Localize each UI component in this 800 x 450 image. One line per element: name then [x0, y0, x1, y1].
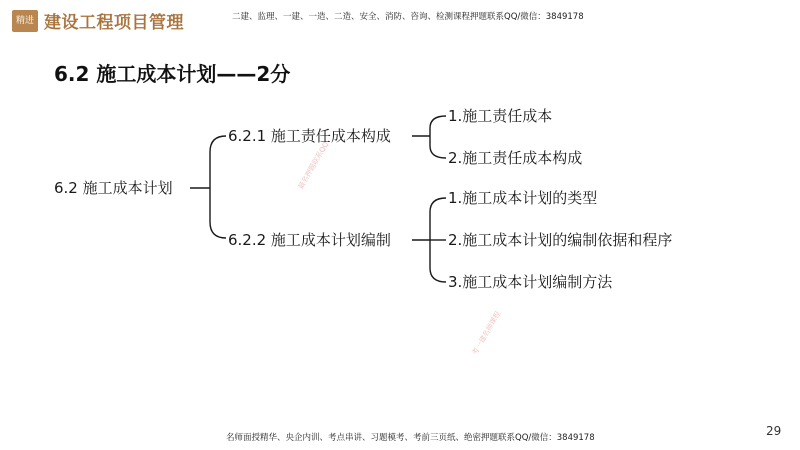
branch2-label: 6.2.2 施工成本计划编制	[228, 231, 391, 249]
top-banner: 二建、监理、一建、一造、二造、安全、消防、咨询、检测课程押题联系QQ/微信：3849178	[232, 12, 584, 22]
branch2-child-2: 2.施工成本计划的编制依据和程序	[448, 231, 673, 249]
logo-badge: 精进	[12, 10, 38, 32]
watermark-1: 最名押题联系QQ	[296, 140, 331, 191]
root-node: 6.2 施工成本计划	[54, 179, 173, 197]
root-bracket	[210, 136, 226, 238]
branch2-child-3: 3.施工成本计划编制方法	[448, 273, 613, 291]
branch1-bracket	[430, 116, 446, 158]
footer-text: 名师面授精华、央企内训、考点串讲、习题模考、考前三页纸、绝密押题联系QQ/微信：3849178	[226, 433, 595, 443]
branch2-child-1: 1.施工成本计划的类型	[448, 189, 598, 207]
slide-title: 6.2 施工成本计划——2分	[54, 62, 291, 86]
page-number: 29	[766, 424, 782, 438]
watermark-2: 考一建名师课程	[470, 310, 503, 357]
branch1-child-1: 1.施工责任成本	[448, 107, 553, 125]
branch1-child-2: 2.施工责任成本构成	[448, 149, 583, 167]
logo-text: 建设工程项目管理	[44, 13, 184, 33]
branch1-label: 6.2.1 施工责任成本构成	[228, 127, 391, 145]
